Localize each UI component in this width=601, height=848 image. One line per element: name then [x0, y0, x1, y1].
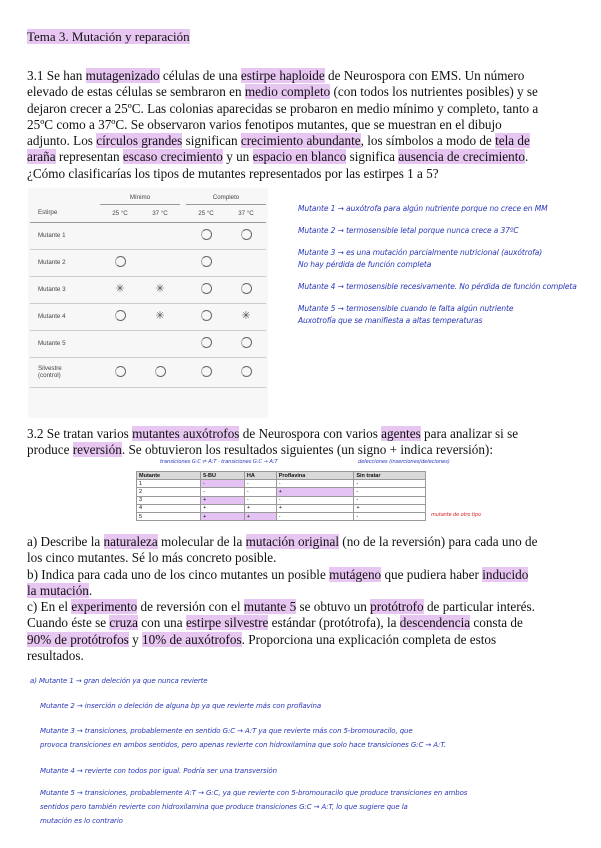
answer-line: sentidos pero también revierte con hidroxilamina que produce transiciones G:C → A:T, lo que sugiere que la	[40, 803, 408, 811]
table-note-top-left: transiciones G:C ⇌ A:T · transiciones G:C → A:T	[160, 459, 278, 465]
rev-cell: 2	[137, 488, 201, 496]
handwritten-answers	[30, 677, 595, 825]
rev-cell: +	[201, 496, 245, 504]
growth-cell	[226, 330, 266, 357]
temp-label: 37 °C	[152, 209, 168, 217]
rev-row	[137, 480, 426, 488]
growth-row	[30, 222, 266, 249]
colony-circle-icon	[201, 337, 212, 348]
growth-cell	[186, 357, 226, 387]
colony-circle-icon	[115, 256, 126, 267]
rev-cell: -	[201, 488, 245, 496]
growth-cell	[140, 330, 180, 357]
note-line: No hay pérdida de función completa	[298, 260, 432, 269]
growth-cell	[186, 222, 226, 249]
qb-line1: b) Indica para cada uno de los cinco mutantes un posible mutágeno que pudiera haber inducido	[27, 566, 529, 582]
rev-cell: -	[354, 488, 426, 496]
rev-header: HA	[244, 472, 276, 480]
growth-cell	[140, 222, 180, 249]
spider-web-icon: ✳	[241, 310, 251, 322]
q32-line1: 3.2 Se tratan varios mutantes auxótrofos de Neurospora con varios agentes para analizar si se	[27, 426, 519, 441]
colony-circle-icon	[201, 229, 212, 240]
temp-label: 37 °C	[238, 209, 254, 217]
rev-cell: 1	[137, 480, 201, 488]
spider-web-icon: ✳	[155, 283, 165, 295]
rev-cell: -	[244, 480, 276, 488]
strain-label: Mutante 4	[38, 313, 66, 320]
growth-cell	[100, 303, 140, 330]
spider-web-icon: ✳	[115, 283, 125, 295]
growth-cell	[100, 357, 140, 387]
q32-line2: produce reversión. Se obtuvieron los resultados siguientes (un signo + indica reversión):	[27, 442, 493, 458]
growth-row	[30, 330, 266, 357]
qa-line2: los cinco mutantes. Sé lo más concreto posible.	[27, 550, 277, 566]
rev-cell: +	[201, 504, 245, 512]
qc-line4: resultados.	[27, 648, 84, 664]
qc-line1: c) En el experimento de reversión con el mutante 5 se obtuvo un protótrofo de particular interés.	[27, 599, 535, 615]
rev-header: Sin tratar	[354, 472, 426, 480]
rev-row	[137, 512, 426, 520]
q31-line5: adjunto. Los círculos grandes significan crecimiento abundante, los símbolos a modo de tela de	[27, 133, 530, 149]
growth-cell	[186, 249, 226, 276]
q31-line2: elevado de estas células se sembraron en medio completo (con todos los nutrientes posibles) y se	[27, 84, 538, 100]
qc-line2: Cuando éste se cruza con una estirpe silvestre estándar (protótrofa), la descendencia consta de	[27, 615, 523, 631]
growth-row	[30, 357, 266, 387]
q31-line1: 3.1 Se han mutagenizado células de una estirpe haploide de Neurospora con EMS. Un número	[27, 68, 525, 83]
handwritten-notes-3-1	[298, 204, 598, 325]
colony-circle-icon	[241, 337, 252, 348]
growth-cell	[226, 303, 266, 330]
qc-line3: 90% de protótrofos y 10% de auxótrofos. Proporciona una explicación completa de estos	[27, 631, 497, 647]
rev-header: 5-BU	[201, 472, 245, 480]
rev-cell: -	[354, 480, 426, 488]
rev-header: Mutante	[137, 472, 201, 480]
questions-abc	[27, 534, 592, 664]
table-note-side: mutante de otro tipo	[431, 512, 482, 518]
growth-cell	[100, 222, 140, 249]
reversion-table	[136, 471, 426, 521]
question-3-1	[27, 68, 587, 182]
growth-cell	[186, 303, 226, 330]
rev-cell: -	[201, 480, 245, 488]
rev-cell: +	[201, 512, 245, 520]
colony-circle-icon	[115, 366, 126, 377]
rev-cell: -	[276, 480, 354, 488]
growth-row	[30, 276, 266, 303]
growth-cell	[140, 303, 180, 330]
note-line: Mutante 3 → es una mutación parcialmente nutricional (auxótrofa)	[298, 248, 543, 257]
growth-cell	[226, 222, 266, 249]
rev-cell: -	[244, 488, 276, 496]
rev-cell: +	[244, 504, 276, 512]
answer-line: mutación es lo contrario	[40, 817, 123, 825]
rev-cell: +	[244, 512, 276, 520]
page-title: Tema 3. Mutación y reparación	[27, 29, 190, 44]
colony-circle-icon	[201, 283, 212, 294]
growth-cell	[100, 276, 140, 303]
growth-table	[30, 192, 266, 388]
answer-line: Mutante 2 → inserción o deleción de alguna bp ya que revierte más con proflavina	[40, 702, 322, 710]
answer-line: Mutante 5 → transiciones, probablemente A:T → G:C, ya que revierte con 5-bromouracilo que produce transiciones en ambos	[40, 789, 468, 797]
strain-label: Mutante 2	[38, 259, 66, 266]
growth-cell	[226, 276, 266, 303]
rev-header: Proflavina	[276, 472, 354, 480]
rev-cell: 4	[137, 504, 201, 512]
q31-line3: dejaron crecer a 25ºC. Las colonias aparecidas se probaron en medio mínimo y completo, tanto a	[27, 100, 539, 116]
temp-label: 25 °C	[198, 209, 214, 217]
rev-cell: -	[276, 496, 354, 504]
q31-line4: 25ºC como a 37ºC. Se observaron varios fenotipos mutantes, que se muestran en el dibujo	[27, 116, 502, 132]
strain-label: Mutante 5	[38, 340, 66, 347]
growth-cell	[226, 357, 266, 387]
growth-cell	[100, 330, 140, 357]
spider-web-icon: ✳	[155, 310, 165, 322]
q31-line6: araña representan escaso crecimiento y un espacio en blanco significa ausencia de crecimiento.	[27, 149, 529, 165]
rev-row	[137, 504, 426, 512]
rev-row	[137, 488, 426, 496]
growth-cell	[100, 249, 140, 276]
note-line: Mutante 2 → termosensible letal porque nunca crece a 37ºC	[298, 226, 519, 235]
colony-circle-icon	[201, 256, 212, 267]
growth-cell	[140, 276, 180, 303]
answer-line: Mutante 3 → transiciones, probablemente en sentido G:C → A:T ya que revierte más con 5-bromouracilo, que	[40, 727, 413, 735]
rev-cell: +	[276, 488, 354, 496]
answer-line: a) Mutante 1 → gran deleción ya que nunca revierte	[30, 677, 208, 685]
note-line: Mutante 5 → termosensible cuando le falta algún nutriente	[298, 304, 514, 313]
header-minimo: Mínimo	[100, 192, 180, 204]
strain-label: Silvestre (control)	[38, 365, 62, 379]
strain-label: Mutante 3	[38, 286, 66, 293]
colony-circle-icon	[155, 366, 166, 377]
growth-cell	[140, 249, 180, 276]
colony-circle-icon	[115, 310, 126, 321]
colony-circle-icon	[201, 366, 212, 377]
rev-cell: 5	[137, 512, 201, 520]
rev-row	[137, 496, 426, 504]
rev-cell: -	[276, 512, 354, 520]
q31-line7: ¿Cómo clasificarías los tipos de mutantes representados por las estirpes 1 a 5?	[27, 165, 439, 181]
growth-figure	[28, 188, 268, 418]
note-line: Auxotrofía que se manifiesta a altas temperaturas	[298, 316, 483, 325]
rev-cell: -	[244, 496, 276, 504]
rev-cell: +	[354, 504, 426, 512]
note-line: Mutante 1 → auxótrofa para algún nutriente porque no crece en MM	[298, 204, 548, 213]
growth-row	[30, 303, 266, 330]
table-note-top-right: delecciones (inserciones/deleciones)	[358, 459, 450, 465]
growth-cell	[226, 249, 266, 276]
growth-cell	[140, 357, 180, 387]
qa-line1: a) Describe la naturaleza molecular de la mutación original (no de la reversión) para cada uno de	[27, 534, 538, 549]
header-estirpe: Estirpe	[38, 209, 58, 217]
strain-label: Mutante 1	[38, 232, 66, 239]
growth-cell	[186, 276, 226, 303]
colony-circle-icon	[201, 310, 212, 321]
rev-cell: +	[276, 504, 354, 512]
rev-cell: 3	[137, 496, 201, 504]
colony-circle-icon	[241, 229, 252, 240]
growth-cell	[186, 330, 226, 357]
answer-line: provoca transiciones en ambos sentidos, pero apenas revierte con hidroxilamina que solo hace transiciones G:C → A:T.	[40, 741, 446, 749]
answer-line: Mutante 4 → revierte con todos por igual. Podría ser una transversión	[40, 767, 277, 775]
note-line: Mutante 4 → termosensible recesivamente. No pérdida de función completa	[298, 282, 577, 291]
header-completo: Completo	[186, 192, 266, 204]
rev-cell: -	[354, 496, 426, 504]
rev-cell: -	[354, 512, 426, 520]
colony-circle-icon	[241, 366, 252, 377]
question-3-2	[27, 426, 587, 459]
qb-line2: la mutación.	[27, 582, 93, 598]
growth-row	[30, 249, 266, 276]
colony-circle-icon	[241, 283, 252, 294]
temp-label: 25 °C	[112, 209, 128, 217]
